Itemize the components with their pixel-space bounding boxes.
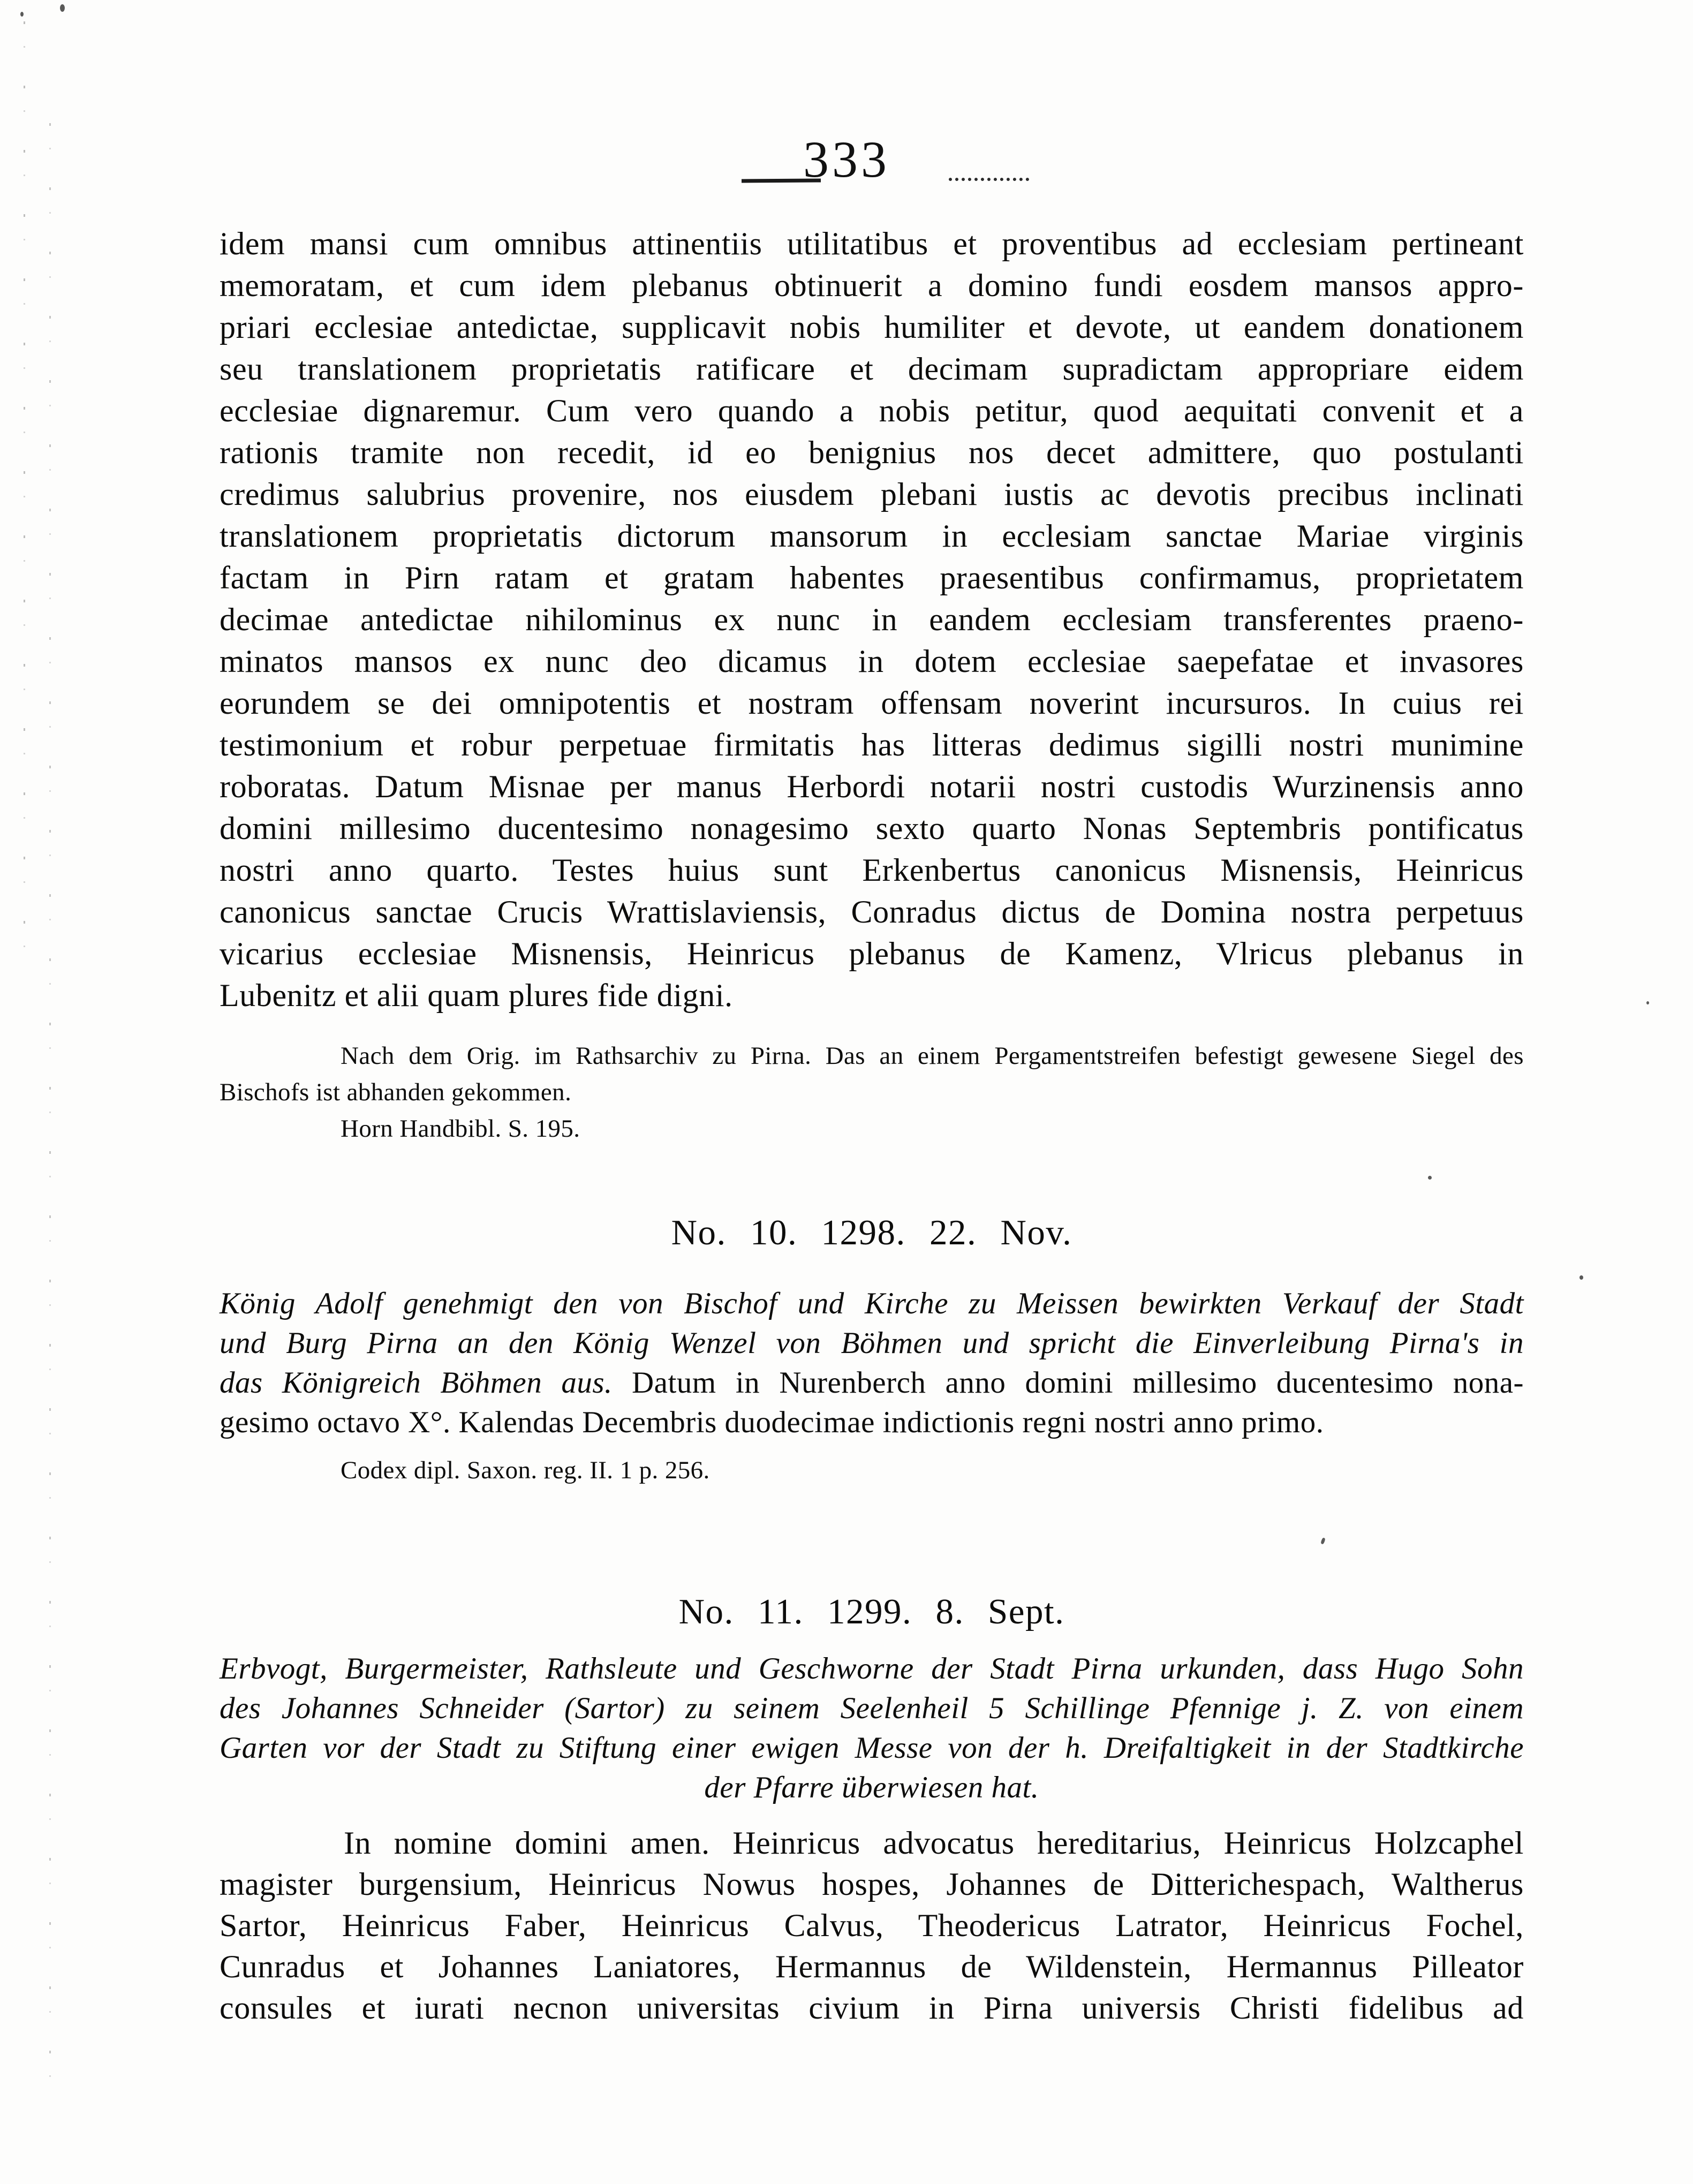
latin-charter-body-no11 — [220, 1823, 1524, 2029]
page-number: 333 — [803, 131, 890, 188]
text-line: translationem proprietatis dictorum mansorum in ecclesiam sanctae Mariae virginis — [220, 518, 1524, 554]
text-line: In nomine domini amen. Heinricus advocatus hereditarius, Heinricus Holzcaphel — [344, 1825, 1524, 1861]
scan-speck — [60, 4, 65, 12]
latin-charter-body — [220, 223, 1524, 1016]
source-note-line: Bischofs ist abhanden gekommen. — [220, 1078, 572, 1106]
text-line: minatos mansos ex nunc deo dicamus in dotem ecclesiae saepefatae et invasores — [220, 644, 1524, 679]
header-rule-right — [949, 178, 1029, 181]
reference-no10 — [220, 1452, 1524, 1488]
scan-speck — [1579, 1275, 1583, 1280]
regest-line: Erbvogt, Burgermeister, Rathsleute und Geschworne der Stadt Pirna urkunden, dass Hugo Sohn — [220, 1652, 1524, 1686]
text-line: credimus salubrius provenire, nos eiusdem plebani iustis ac devotis precibus inclinati — [220, 477, 1524, 512]
text-line: factam in Pirn ratam et gratam habentes praesentibus confirmamus, proprietatem — [220, 560, 1524, 595]
text-line: domini millesimo ducentesimo nonagesimo sexto quarto Nonas Septembris pontificatus — [220, 811, 1524, 846]
regest-line: Garten vor der Stadt zu Stiftung einer ewigen Messe von der h. Dreifaltigkeit in der Stadtkirche — [220, 1731, 1524, 1765]
text-line: magister burgensium, Heinricus Nowus hospes, Johannes de Ditterichespach, Waltherus — [220, 1866, 1524, 1902]
text-line: canonicus sanctae Crucis Wrattislaviensis, Conradus dictus de Domina nostra perpetuus — [220, 894, 1524, 929]
reference-line: Codex dipl. Saxon. reg. II. 1 p. 256. — [341, 1456, 710, 1484]
text-line: testimonium et robur perpetuae firmitatis has litteras dedimus sigilli nostri munimine — [220, 727, 1524, 762]
regest-line: König Adolf genehmigt den von Bischof und Kirche zu Meissen bewirkten Verkauf der Stadt — [220, 1287, 1524, 1320]
text-line: decimae antedictae nihilominus ex nunc in eandem ecclesiam transferentes praeno- — [220, 602, 1524, 637]
regest-no11 — [220, 1649, 1524, 1808]
regest-latin-part: Datum in Nurenberch anno domini millesimo ducentesimo nona- — [632, 1366, 1524, 1400]
regest-no10 — [220, 1284, 1524, 1442]
text-line: eorundem se dei omnipotentis et nostram offensam noverint incursuros. In cuius rei — [220, 685, 1524, 721]
scan-noise-line — [49, 123, 51, 2104]
regest-line — [220, 1363, 1524, 1403]
text-line: priari ecclesiae antedictae, supplicavit nobis humiliter et devote, ut eandem donationem — [220, 309, 1524, 345]
text-line: consules et iurati necnon universitas civium in Pirna universis Christi fidelibus ad — [220, 1990, 1524, 2026]
source-note-line: Horn Handbibl. S. 195. — [341, 1115, 580, 1143]
text-line: Cunradus et Johannes Laniatores, Hermannus de Wildenstein, Hermannus Pilleator — [220, 1949, 1524, 1984]
regest-line: des Johannes Schneider (Sartor) zu seinem Seelenheil 5 Schillinge Pfennige j. Z. von einem — [220, 1691, 1524, 1725]
scan-speck — [1646, 1001, 1649, 1004]
text-line: Lubenitz et alii quam plures fide digni. — [220, 978, 733, 1013]
text-line: idem mansi cum omnibus attinentiis utilitatibus et proventibus ad ecclesiam pertineant — [220, 226, 1524, 261]
regest-line: gesimo octavo X°. Kalendas Decembris duodecimae indictionis regni nostri anno primo. — [220, 1405, 1324, 1439]
regest-german-part: das Königreich Böhmen aus. — [220, 1366, 613, 1400]
text-line: vicarius ecclesiae Misnensis, Heinricus plebanus de Kamenz, Vlricus plebanus in — [220, 936, 1524, 971]
regest-line: der Pfarre überwiesen hat. — [704, 1771, 1039, 1804]
text-line: roboratas. Datum Misnae per manus Herbordi notarii nostri custodis Wurzinensis anno — [220, 769, 1524, 804]
entry-heading-no10: No. 10. 1298. 22. Nov. — [671, 1213, 1072, 1252]
text-line: seu translationem proprietatis ratificare et decimam supradictam appropriare eidem — [220, 351, 1524, 387]
scan-speck — [1428, 1176, 1432, 1180]
text-line: rationis tramite non recedit, id eo benignius nos decet admittere, quo postulanti — [220, 435, 1524, 470]
text-line: ecclesiae dignaremur. Cum vero quando a nobis petitur, quod aequitati convenit et a — [220, 393, 1524, 428]
text-line: nostri anno quarto. Testes huius sunt Erkenbertus canonicus Misnensis, Heinricus — [220, 852, 1524, 888]
scan-speck — [20, 12, 24, 17]
source-note-line: Nach dem Orig. im Rathsarchiv zu Pirna. Das an einem Pergamentstreifen befestigt gewesene Siegel des — [341, 1042, 1524, 1070]
text-line: Sartor, Heinricus Faber, Heinricus Calvus, Theodericus Latrator, Heinricus Fochel, — [220, 1908, 1524, 1943]
scan-speck — [1320, 1537, 1326, 1544]
source-note — [220, 1038, 1524, 1147]
regest-line: und Burg Pirna an den König Wenzel von Böhmen und spricht die Einverleibung Pirna's in — [220, 1326, 1524, 1360]
entry-heading-no11: No. 11. 1299. 8. Sept. — [678, 1592, 1065, 1631]
text-line: memoratam, et cum idem plebanus obtinuerit a domino fundi eosdem mansos appro- — [220, 268, 1524, 303]
